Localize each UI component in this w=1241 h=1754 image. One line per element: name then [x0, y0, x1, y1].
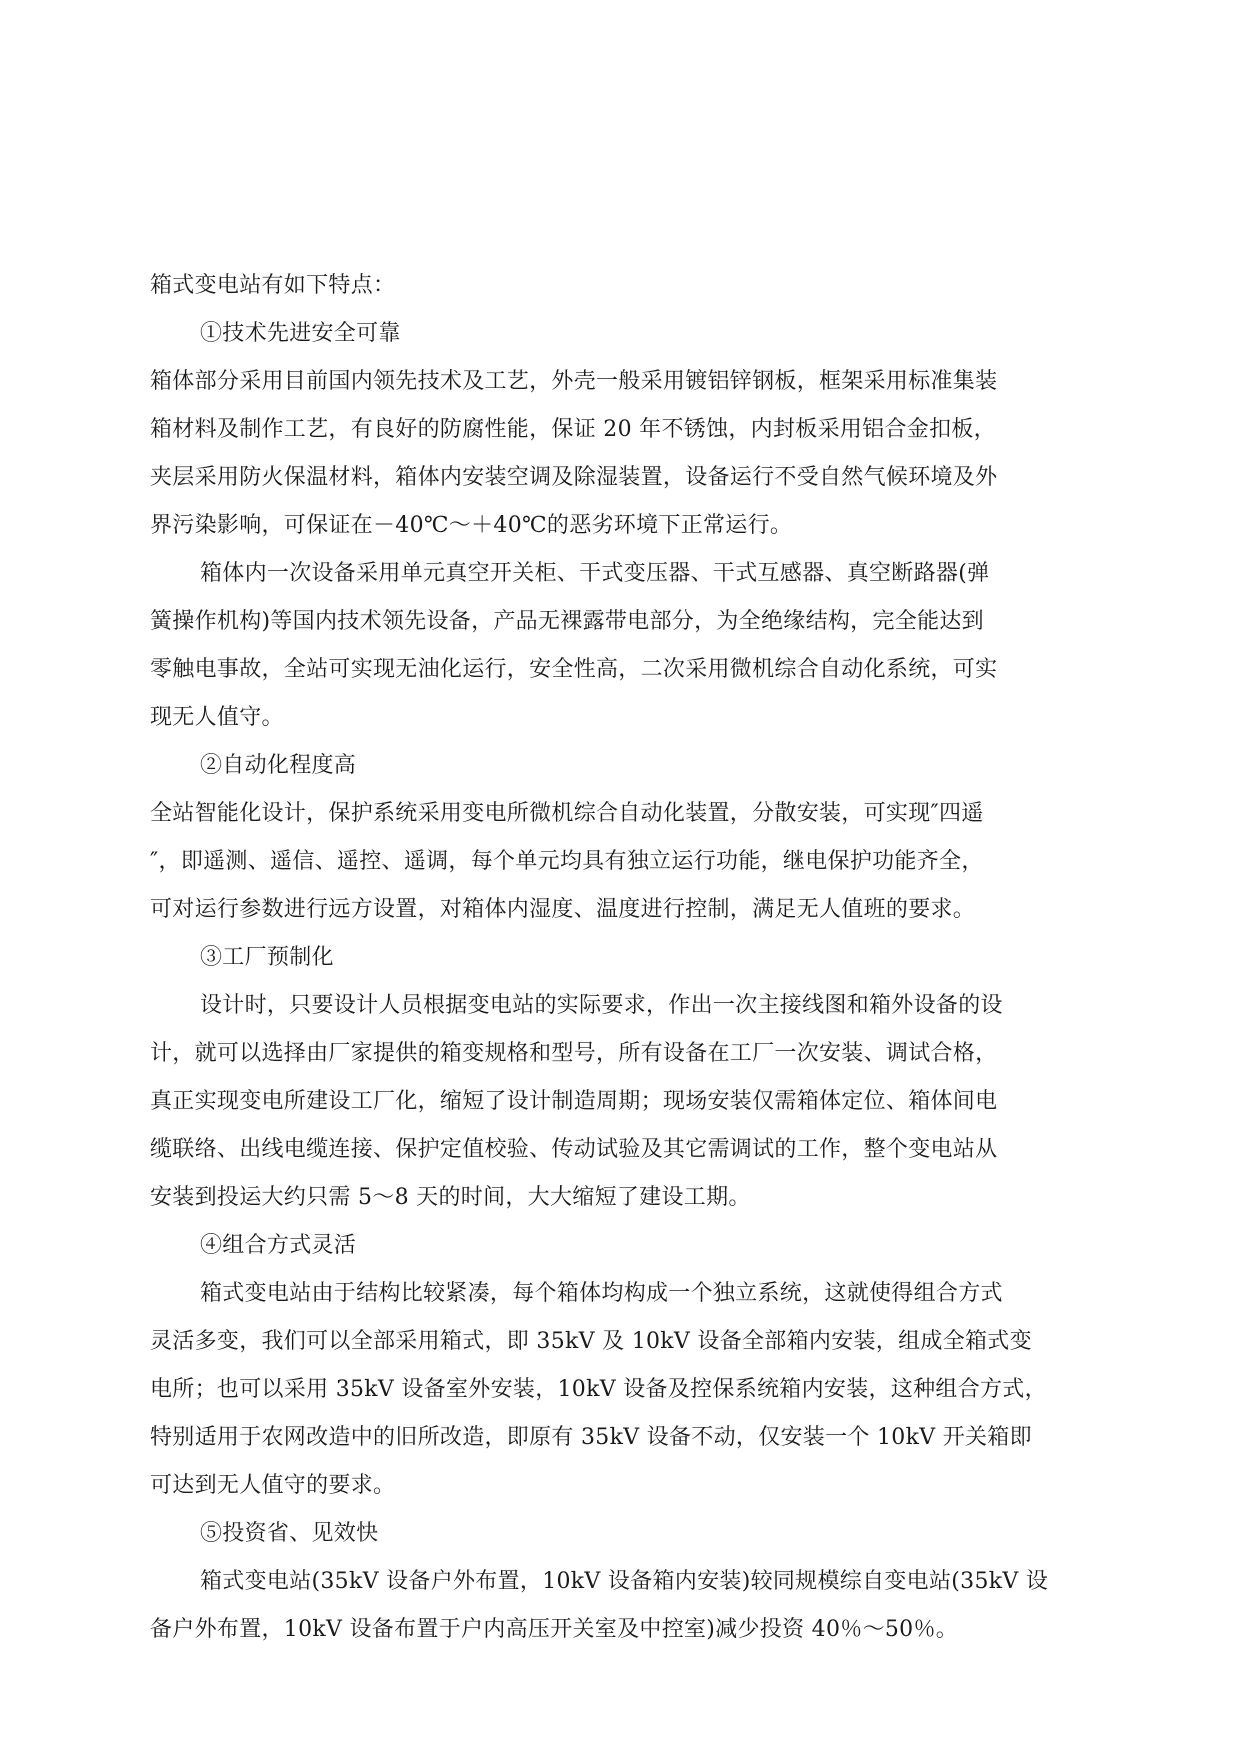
paragraph-line: 可达到无人值守的要求。	[150, 1473, 396, 1498]
paragraph-line: 全站智能化设计，保护系统采用变电所微机综合自动化装置，分散安装，可实现″四遥	[150, 801, 984, 826]
paragraph-line: 箱式变电站(35kV 设备户外布置，10kV 设备箱内安装)较同规模综自变电站(35kV 设	[200, 1569, 1049, 1594]
paragraph-line: 真正实现变电所建设工厂化，缩短了设计制造周期；现场安装仅需箱体定位、箱体间电	[150, 1089, 998, 1114]
paragraph-line: 缆联络、出线电缆连接、保护定值校验、传动试验及其它需调试的工作，整个变电站从	[150, 1137, 998, 1162]
paragraph-line: 簧操作机构)等国内技术领先设备，产品无裸露带电部分，为全绝缘结构，完全能达到	[150, 609, 984, 634]
paragraph-line: 备户外布置，10kV 设备布置于户内高压开关室及中控室)减少投资 40％～50％。	[150, 1617, 959, 1642]
paragraph-line: 箱体部分采用目前国内领先技术及工艺，外壳一般采用镀铝锌钢板，框架采用标准集装	[150, 369, 998, 394]
paragraph-line: 安装到投运大约只需 5～8 天的时间，大大缩短了建设工期。	[150, 1185, 751, 1210]
paragraph-line: 现无人值守。	[150, 705, 284, 730]
paragraph-line: 电所；也可以采用 35kV 设备室外安装，10kV 设备及控保系统箱内安装，这种组合方式，	[150, 1377, 1047, 1402]
section-heading-1: ①技术先进安全可靠	[200, 321, 401, 346]
section-heading-3: ③工厂预制化	[200, 945, 334, 970]
paragraph-line: 计，就可以选择由厂家提供的箱变规格和型号，所有设备在工厂一次安装、调试合格，	[150, 1041, 998, 1066]
paragraph-line: 灵活多变，我们可以全部采用箱式，即 35kV 及 10kV 设备全部箱内安装，组成全箱式变	[150, 1329, 1032, 1354]
paragraph-line: 夹层采用防火保温材料，箱体内安装空调及除湿装置，设备运行不受自然气候环境及外	[150, 465, 998, 490]
intro-line: 箱式变电站有如下特点：	[150, 273, 396, 298]
section-heading-4: ④组合方式灵活	[200, 1233, 357, 1258]
paragraph-line: 箱材料及制作工艺，有良好的防腐性能，保证 20 年不锈蚀，内封板采用铝合金扣板，	[150, 417, 996, 442]
section-heading-5: ⑤投资省、见效快	[200, 1521, 379, 1546]
paragraph-line: 箱体内一次设备采用单元真空开关柜、干式变压器、干式互感器、真空断路器(弹	[200, 561, 990, 586]
paragraph-line: 界污染影响，可保证在－40℃～＋40℃的恶劣环境下正常运行。	[150, 513, 793, 538]
paragraph-line: 箱式变电站由于结构比较紧凑，每个箱体均构成一个独立系统，这就使得组合方式	[200, 1281, 1003, 1306]
document-page	[150, 262, 1095, 1654]
paragraph-line: 零触电事故，全站可实现无油化运行，安全性高，二次采用微机综合自动化系统，可实	[150, 657, 998, 682]
paragraph-line: 设计时，只要设计人员根据变电站的实际要求，作出一次主接线图和箱外设备的设	[200, 993, 1003, 1018]
paragraph-line: 特别适用于农网改造中的旧所改造，即原有 35kV 设备不动，仅安装一个 10kV 开关箱即	[150, 1425, 1032, 1450]
paragraph-line: ″，即遥测、遥信、遥控、遥调，每个单元均具有独立运行功能，继电保护功能齐全，	[150, 849, 984, 874]
section-heading-2: ②自动化程度高	[200, 753, 357, 778]
paragraph-line: 可对运行参数进行远方设置，对箱体内湿度、温度进行控制，满足无人值班的要求。	[150, 897, 976, 922]
